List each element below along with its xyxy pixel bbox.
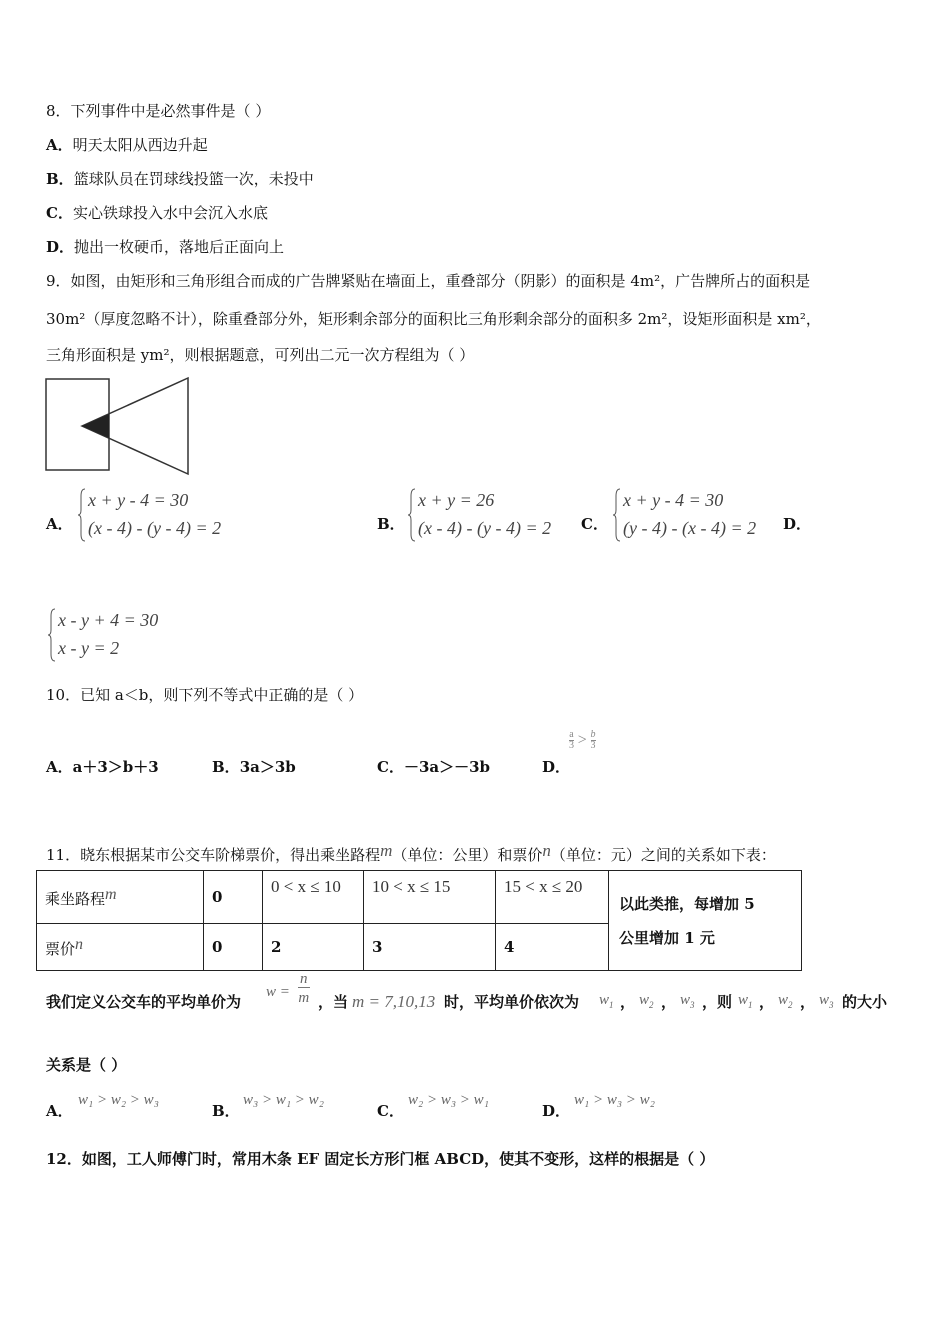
q11-def-mid: ，当 <box>318 993 349 1011</box>
comma: ， <box>800 993 816 1011</box>
table-cell: 0 < x ≤ 10 <box>263 871 364 924</box>
option-text: 明天太阳从西边升起 <box>72 136 208 154</box>
q9-stem-line2: 30m²（厚度忽略不计），除重叠部分外，矩形剩余部分的面积比三角形剩余部分的面积多 2m²，设矩形面积是 xm²， <box>46 310 821 328</box>
w2-symbol: $w_2$ <box>778 992 793 1010</box>
q11-relation: 关系是（ ） <box>46 1056 127 1074</box>
option-text: －3a＞－3b <box>403 758 491 776</box>
option-text: a＋3＞b＋3 <box>72 758 159 776</box>
overlap-shaded-region <box>82 414 109 438</box>
numerator: a <box>569 729 574 740</box>
q11-then: ，则 <box>702 993 733 1011</box>
option-label: B． <box>46 170 74 188</box>
w3-symbol: $w_3$ <box>680 992 695 1010</box>
equation-1: x + y - 4 = 30 <box>88 490 189 510</box>
comma: ， <box>759 993 775 1011</box>
equation-2: (y - 4) - (x - 4) = 2 <box>623 518 757 538</box>
q9-stem-line3: 三角形面积是 ym²，则根据题意，可列出二元一次方程组为（ ） <box>46 346 475 364</box>
option-label: C． <box>46 204 73 222</box>
q11-def-pre: 我们定义公交车的平均单价为 <box>46 993 242 1011</box>
denominator: m <box>298 990 310 1006</box>
q8-option-c <box>46 206 268 221</box>
brace-icon <box>78 488 86 542</box>
q11-option-c-label: C． <box>377 1102 404 1120</box>
w2-symbol: $w_2$ <box>639 992 654 1010</box>
q11-option-d-label: D． <box>542 1102 571 1120</box>
table-row <box>37 871 802 924</box>
equation-2: (x - 4) - (y - 4) = 2 <box>88 518 222 538</box>
q11-def-w: w = <box>266 984 290 1000</box>
equation-2: (x - 4) - (y - 4) = 2 <box>418 518 552 538</box>
option-text: 抛出一枚硬币，落地后正面向上 <box>74 238 285 256</box>
table-cell: 10 < x ≤ 15 <box>364 871 496 924</box>
q11-option-a-expr: w₁ > w₂ > w₃ <box>78 1092 159 1108</box>
equation-1: x + y = 26 <box>418 490 495 510</box>
q11-stem <box>46 842 776 863</box>
stem-part: （单位：公里）和票价 <box>392 846 543 864</box>
brace-icon <box>48 608 56 662</box>
var-n: n <box>542 841 551 860</box>
q9-option-b-label: B． <box>377 515 405 533</box>
stem-part: 11．晓东根据某市公交车阶梯票价，得出乘坐路程 <box>46 846 381 864</box>
billboard-figure <box>44 376 194 476</box>
table-cell: 3 <box>364 924 496 971</box>
option-label: A． <box>46 758 73 776</box>
q12-stem: 12．如图，工人师傅门时，常用木条 EF 固定长方形门框 ABCD，使其不变形，这样的根据是（ ） <box>46 1150 715 1168</box>
numerator: n <box>300 971 308 987</box>
table-cell: 15 < x ≤ 20 <box>496 871 609 924</box>
brace-icon <box>408 488 416 542</box>
q8-stem: 8．下列事件中是必然事件是（ ） <box>46 102 271 120</box>
table-cell: 2 <box>263 924 364 971</box>
option-label: C． <box>377 758 404 776</box>
q8-option-d <box>46 240 284 255</box>
w1-symbol: $w_1$ <box>738 992 753 1010</box>
table-cell: 票价n <box>37 924 204 971</box>
q9-option-d-label: D． <box>783 515 812 533</box>
equation-1: x + y - 4 = 30 <box>623 490 724 510</box>
q10-option-a <box>46 760 159 775</box>
stem-part: （单位：元）之间的关系如下表： <box>550 846 776 864</box>
option-text: 实心铁球投入水中会沉入水底 <box>72 204 268 222</box>
q10-option-c <box>377 760 490 775</box>
greater-than: > <box>577 731 587 749</box>
denominator: 3 <box>590 740 596 751</box>
q11-def-mvals: m = 7,10,13 <box>352 992 436 1011</box>
q11-def-fraction <box>298 972 310 1006</box>
q10-option-b <box>212 760 296 775</box>
q11-option-b-label: B． <box>212 1102 240 1120</box>
equation-2: x - y = 2 <box>58 638 120 658</box>
q11-option-a-label: A． <box>46 1102 73 1120</box>
q11-def-post: 时，平均单价依次为 <box>444 993 580 1011</box>
equation-1: x - y + 4 = 30 <box>58 610 159 630</box>
fare-table <box>36 870 802 971</box>
option-text: 3a＞3b <box>239 758 296 776</box>
q8-option-a <box>46 138 208 153</box>
q11-option-d-expr: w₁ > w₃ > w₂ <box>574 1092 655 1108</box>
table-cell: 乘坐路程m <box>37 871 204 924</box>
w3-symbol: $w_3$ <box>819 992 834 1010</box>
option-label: A． <box>46 136 73 154</box>
q11-option-c-expr: w₂ > w₃ > w₁ <box>408 1092 489 1108</box>
table-cell: 0 <box>204 924 263 971</box>
option-label: B． <box>212 758 240 776</box>
q8-option-b <box>46 172 314 187</box>
q9-option-c-label: C． <box>581 515 608 533</box>
comma: ， <box>661 993 677 1011</box>
table-cell: 4 <box>496 924 609 971</box>
q10-option-d-label: D． <box>542 758 571 776</box>
option-label: D． <box>46 238 75 256</box>
denominator: 3 <box>569 740 574 751</box>
q9-option-a-label: A． <box>46 515 73 533</box>
w1-symbol: $w_1$ <box>599 992 614 1010</box>
table-note-cell: 以此类推，每增加 5 公里增加 1 元 <box>609 871 802 971</box>
brace-icon <box>613 488 621 542</box>
q11-option-b-expr: w₃ > w₁ > w₂ <box>243 1092 324 1108</box>
q11-tail: 的大小 <box>842 993 888 1011</box>
table-cell: 0 <box>204 871 263 924</box>
comma: ， <box>620 993 636 1011</box>
option-text: 篮球队员在罚球线投篮一次，未投中 <box>73 170 314 188</box>
q9-stem-line1: 9．如图，由矩形和三角形组合而成的广告牌紧贴在墙面上，重叠部分（阴影）的面积是 4m²，广告牌所占的面积是 <box>46 272 811 290</box>
q10-option-d-fraction <box>569 730 596 751</box>
q10-stem: 10．已知 a＜b，则下列不等式中正确的是（ ） <box>46 686 364 704</box>
numerator: b <box>590 729 596 740</box>
var-m: m <box>380 841 393 860</box>
